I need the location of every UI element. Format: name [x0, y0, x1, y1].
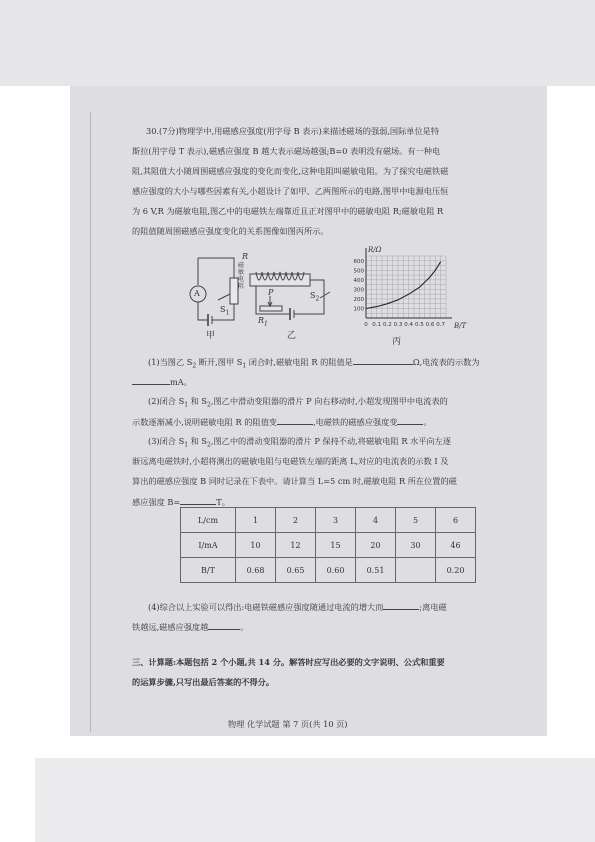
y-tick-label: 400 — [353, 277, 364, 284]
sub-question-4-line-1: (4)综合以上实验可以得出:电磁铁磁感应强度随通过电流的增大而 ;离电磁 — [148, 602, 447, 612]
data-table — [180, 507, 476, 583]
figure-jia-caption: 甲 — [206, 331, 216, 341]
y-axis-label: R/Ω — [368, 246, 382, 254]
x-tick-label: 0.2 — [382, 322, 392, 328]
x-tick-label: 0 — [364, 322, 368, 328]
table-cell: I/mA — [181, 533, 236, 558]
sub-question-1-line-1: (1)当图乙 $S_2$ 断开,图甲 $S_1$ 闭合时,磁敏电阻 R 的阻值是 Ω,电流表的示数为 — [148, 357, 480, 370]
sub-question-3-line-2: 渐远离电磁铁时,小超将测出的磁敏电阻与电磁铁左端的距离 L,对应的电流表的示数 I 及 — [132, 456, 449, 466]
q30-line-1: 30.(7分)物理学中,用磁感应强度(用字母 B 表示)来描述磁场的强弱,国际单位是特 — [146, 126, 440, 136]
y-tick-label: 300 — [353, 287, 364, 294]
x-tick-label: 0.7 — [436, 322, 446, 328]
figure-yi-caption: 乙 — [287, 331, 297, 341]
section-3-heading: 三、计算题:本题包括 2 个小题,共 14 分。解答时应写出必要的文字说明、公式和重要 — [132, 657, 445, 667]
table-cell: 0.60 — [316, 558, 356, 583]
q30-line-2: 斯拉(用字母 T 表示),磁感应强度 B 越大表示磁场越强;B=0 表明没有磁场。有一种电 — [132, 146, 441, 156]
sub-question-3-line-1: (3)闭合 $S_1$ 和 $S_2$,图乙中的滑动变阻器的滑片 P 保持不动,将磁敏电阻 R 水平向左逐 — [148, 436, 452, 449]
table-cell: 0.20 — [436, 558, 476, 583]
x-tick-label: 0.6 — [425, 322, 435, 328]
sub-question-2-line-2: 示数逐渐减小,说明磁敏电阻 R 的阻值变 ,电磁铁的磁感应强度变 。 — [132, 417, 432, 427]
table-cell: 3 — [316, 508, 356, 533]
magnetic-resistor-label: 磁敏电阻 — [238, 262, 245, 290]
ammeter-label: A — [194, 289, 200, 298]
x-tick-label: 0.3 — [393, 322, 403, 328]
background-top — [0, 0, 595, 86]
sub-question-2-line-1: (2)闭合 $S_1$ 和 $S_2$,图乙中滑动变阻器的滑片 P 向右移动时,小超发现图甲中电流表的 — [148, 396, 448, 409]
rheostat-r1 — [260, 306, 282, 311]
wire — [198, 258, 234, 278]
table-cell: 46 — [436, 533, 476, 558]
sub-question-1-line-2: mA。 — [132, 375, 192, 388]
section-3-instructions: 的运算步骤,只写出最后答案的不得分。 — [132, 677, 275, 687]
answer-blank-resistance[interactable] — [353, 355, 413, 365]
switch-s1-lever — [218, 294, 230, 300]
table-row — [181, 558, 476, 583]
switch-s2-label: $S_2$ — [310, 291, 320, 303]
answer-blank-field-trend[interactable] — [383, 600, 419, 610]
table-cell: 6 — [436, 508, 476, 533]
y-tick-label: 100 — [353, 306, 364, 313]
answer-blank-distance-trend[interactable] — [208, 620, 240, 630]
x-tick-label: 0.5 — [414, 322, 424, 328]
table-cell: B/T — [181, 558, 236, 583]
q30-line-4: 感应强度的大小与哪些因素有关,小超设计了如甲、乙两图所示的电路,图甲中电源电压恒 — [132, 186, 449, 196]
x-axis-label: B/T — [454, 322, 467, 330]
x-tick-label: 0.1 — [372, 322, 382, 328]
table-cell: 0.51 — [356, 558, 396, 583]
table-cell: 0.68 — [236, 558, 276, 583]
page-footer: 物理 化学试题 第 7 页(共 10 页) — [228, 719, 348, 729]
y-tick-label: 200 — [353, 296, 364, 303]
table-cell: 10 — [236, 533, 276, 558]
answer-blank-resistance-change[interactable] — [277, 415, 313, 425]
table-cell: 12 — [276, 533, 316, 558]
y-tick-label: 500 — [353, 268, 364, 275]
answer-blank-b-value[interactable] — [180, 495, 216, 505]
table-cell: 4 — [356, 508, 396, 533]
table-cell: 5 — [396, 508, 436, 533]
sub-question-3-line-3: 算出的磁感应强度 B 同时记录在下表中。请计算当 L=5 cm 时,磁敏电阻 R 所在位置的磁 — [132, 476, 457, 486]
switch-s1-label: $S_1$ — [220, 305, 230, 317]
table-cell-empty[interactable] — [396, 558, 436, 583]
sub-question-3-line-4: 感应强度 B= T。 — [132, 497, 230, 507]
x-tick-label: 0.4 — [404, 322, 414, 328]
wire — [198, 302, 208, 320]
slider-p-label: P — [268, 288, 274, 297]
resistance-vs-b-chart — [340, 244, 467, 336]
table-cell: 2 — [276, 508, 316, 533]
y-tick-label: 600 — [353, 258, 364, 265]
table-row — [181, 508, 476, 533]
q30-line-6: 的阻值随周围磁感应强度变化的关系图像如图丙所示。 — [132, 226, 329, 236]
binding-margin-line — [90, 112, 91, 732]
sub-question-4-line-2: 铁越远,磁感应强度越 。 — [132, 622, 249, 632]
table-cell: 15 — [316, 533, 356, 558]
background-bottom — [35, 758, 595, 842]
figure-bing-caption: 丙 — [392, 337, 402, 347]
magnetic-resistor-r — [230, 278, 238, 304]
table-cell: 30 — [396, 533, 436, 558]
table-cell: 20 — [356, 533, 396, 558]
table-cell: 1 — [236, 508, 276, 533]
q30-line-5: 为 6 V,R 为磁敏电阻,图乙中的电磁铁左端靠近且正对图甲中的磁敏电阻 R;磁敏电阻 R — [132, 206, 444, 216]
q30-line-3: 阻,其阻值大小随周围磁感应强度的变化而变化,这种电阻叫磁敏电阻。为了探究电磁铁磁 — [132, 166, 449, 176]
switch-s2-lever — [320, 292, 330, 298]
rheostat-r1-label: $R_1$ — [258, 316, 268, 328]
table-cell: 0.65 — [276, 558, 316, 583]
table-row — [181, 533, 476, 558]
resistor-r-label: R — [242, 252, 249, 261]
wire — [294, 306, 324, 314]
answer-blank-field-change[interactable] — [397, 415, 423, 425]
answer-blank-current[interactable] — [132, 375, 170, 385]
table-cell: L/cm — [181, 508, 236, 533]
